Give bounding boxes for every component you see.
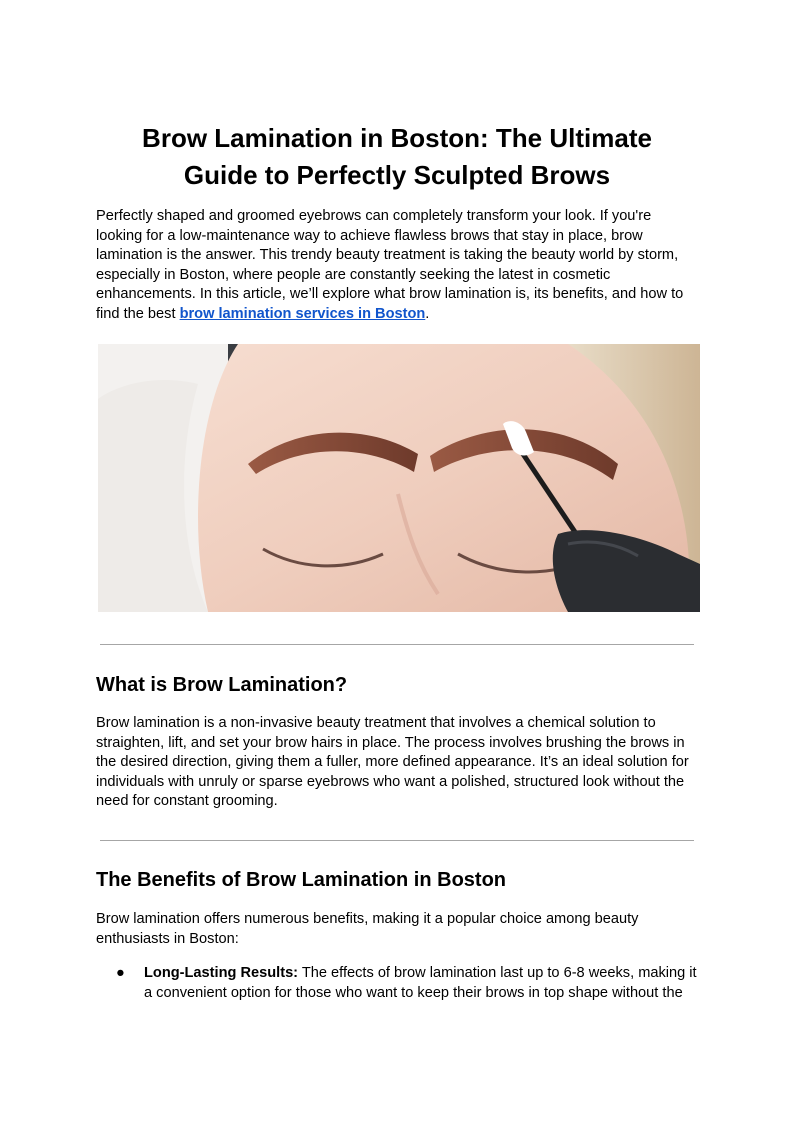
list-item	[96, 964, 698, 1003]
brow-lamination-photo	[98, 344, 700, 612]
section-heading-what-is: What is Brow Lamination?	[96, 674, 348, 696]
benefits-paragraph: Brow lamination offers numerous benefits, making it a popular choice among beauty enthusiasts in Boston:	[96, 911, 639, 947]
intro-end: .	[425, 305, 430, 322]
title-line-2: Guide to Perfectly Sculpted Brows	[183, 160, 611, 190]
article-title	[96, 120, 698, 194]
intro-text: Perfectly shaped and groomed eyebrows can completely transform your look. If you're looking for a low-maintenance way to achieve flawless brows that stay in place, brow lamination is the answer. This trendy beauty treatment is taking the beauty world by storm, especially in Boston, where people are constantly seeking the latest in cosmetic enhancements. In this article, we’ll explore what brow lamination is, its benefits, and how to find the best	[96, 208, 684, 322]
intro-paragraph	[96, 207, 698, 325]
benefits-list	[96, 964, 698, 1003]
bullet-text: The effects of brow lamination last up to 6-8 weeks, making it a convenient option for those who want to keep their brows in top shape without the	[144, 965, 697, 1001]
bullet-label: Long-Lasting Results:	[144, 965, 299, 981]
section-divider	[100, 644, 694, 645]
section-divider	[100, 840, 694, 841]
section-heading-benefits: The Benefits of Brow Lamination in Boston	[96, 869, 506, 891]
brow-lamination-services-link[interactable]: brow lamination services in Boston	[179, 305, 426, 322]
bullet-icon: ●	[116, 965, 125, 981]
what-is-paragraph: Brow lamination is a non-invasive beauty treatment that involves a chemical solution to straighten, lift, and set your brow hairs in place. The process involves brushing the brows in the desired direction, giving them a fuller, more defined appearance. It’s an ideal solution for individuals with unruly or sparse eyebrows who want a polished, structured look without the need for constant grooming.	[96, 715, 689, 810]
title-line-1: Brow Lamination in Boston: The Ultimate	[142, 123, 652, 153]
